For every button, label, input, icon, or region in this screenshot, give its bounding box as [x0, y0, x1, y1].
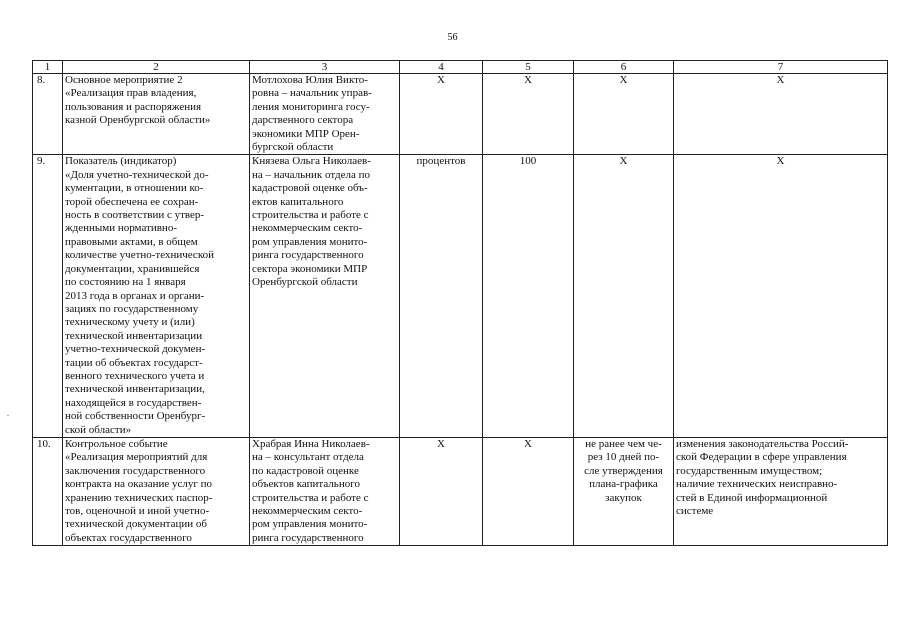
row-number: 10. [33, 437, 63, 545]
unit: Х [400, 74, 483, 155]
value: Х [483, 74, 574, 155]
deadline: Х [574, 155, 674, 438]
header-row [33, 61, 888, 74]
table-row [33, 74, 888, 155]
table-row [33, 437, 888, 545]
header-cell: 4 [400, 61, 483, 74]
header-cell: 7 [674, 61, 888, 74]
row-number: 8. [33, 74, 63, 155]
value: Х [483, 437, 574, 545]
event-name: Контрольное событие «Реализация мероприятий для заключения государственного контракта на оказание услуг по хранению технических паспор- тов, оценочной и иной учетно- технической документации об объектах государственного [63, 437, 250, 545]
responsible: Князева Ольга Николаев- на – начальник отдела по кадастровой оценке объ- ектов капитального строительства и работе с некоммерческим секто- ром управления монито- ринга государственного сектора экономики МПР Оренбургской области [250, 155, 400, 438]
responsible: Мотлохова Юлия Викто- ровна – начальник управ- ления мониторинга госу- дарственного сектора экономики МПР Орен- бургской области [250, 74, 400, 155]
deadline: Х [574, 74, 674, 155]
risk: Х [674, 74, 888, 155]
table-row [33, 155, 888, 438]
header-cell: 5 [483, 61, 574, 74]
responsible: Храбрая Инна Николаев- на – консультант отдела по кадастровой оценке объектов капитального строительства и работе с некоммерческим секто- ром управления монито- ринга государственного [250, 437, 400, 545]
event-name: Основное мероприятие 2 «Реализация прав владения, пользования и распоряжения казной Оренбургской области» [63, 74, 250, 155]
deadline: не ранее чем че- рез 10 дней по- сле утверждения плана-графика закупок [574, 437, 674, 545]
header-cell: 3 [250, 61, 400, 74]
risk: Х [674, 155, 888, 438]
risk: изменения законодательства Россий- ской Федерации в сфере управления государственным имуществом; наличие технических неисправно- стей в Единой информационной системе [674, 437, 888, 545]
value: 100 [483, 155, 574, 438]
plan-table [32, 60, 888, 546]
header-cell: 6 [574, 61, 674, 74]
unit: Х [400, 437, 483, 545]
unit: процентов [400, 155, 483, 438]
header-cell: 2 [63, 61, 250, 74]
event-name: Показатель (индикатор) «Доля учетно-технической до- кументации, в отношении ко- торой обеспечена ее сохран- ность в соответствии с утвер- жденными нормативно- правовыми актами, в общем количестве учетно-технической документации, хранившейся по состоянию на 1 января 2013 года в органах и органи- зациях по государственному техническому учету и (или) технической инвентаризации учетно-технической докумен- тации об объектах государст- венного технического учета и технической инвентаризации, находящейся в государствен- ной собственности Оренбург- ской области» [63, 155, 250, 438]
margin-mark: . [7, 409, 9, 418]
page-number: 56 [447, 32, 458, 43]
header-cell: 1 [33, 61, 63, 74]
row-number: 9. [33, 155, 63, 438]
